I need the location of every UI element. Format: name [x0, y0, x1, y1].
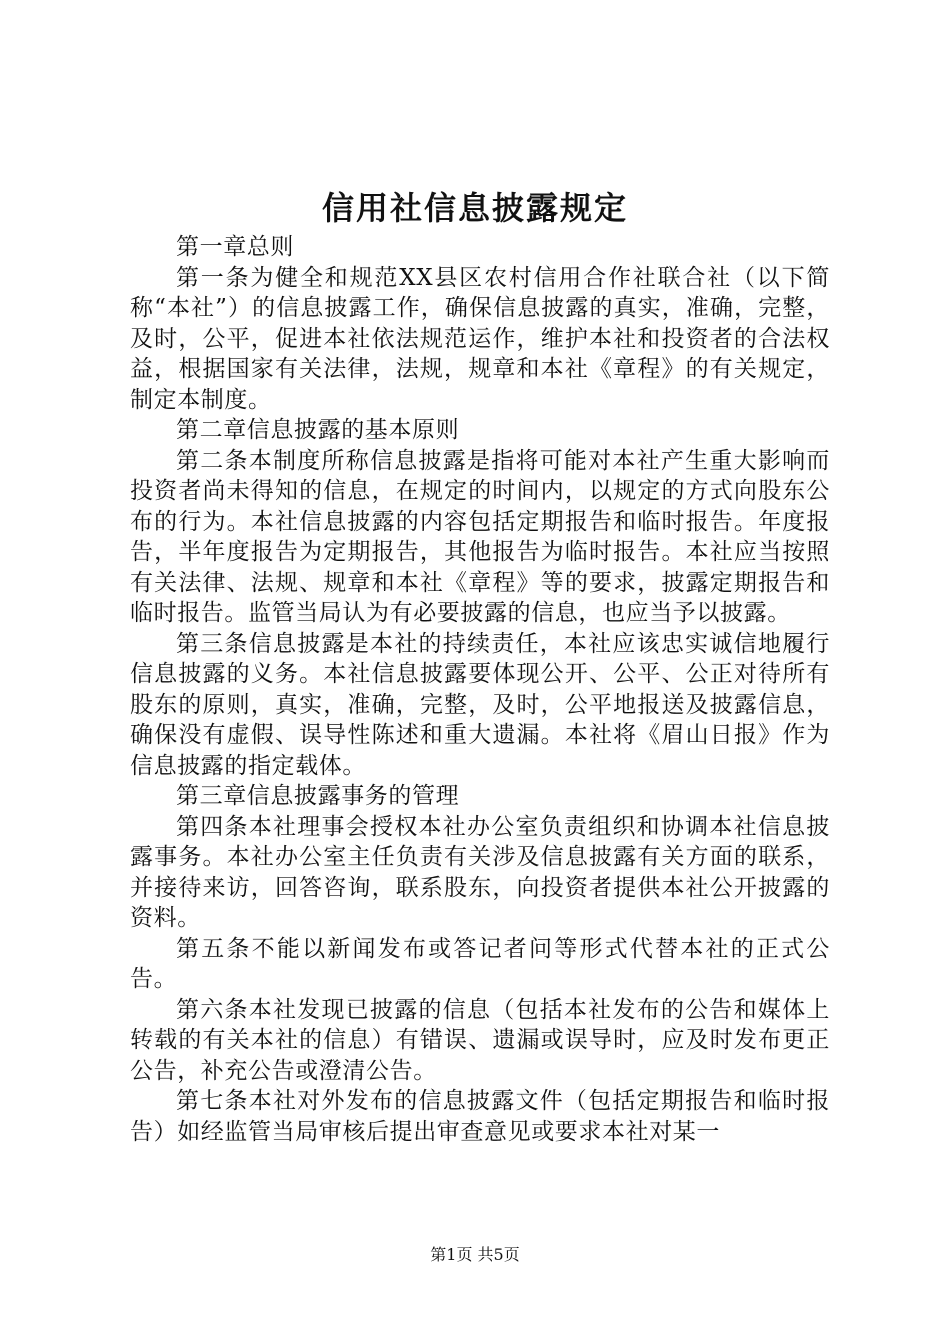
chapter-heading: 第一章总则: [176, 234, 294, 260]
article-paragraph: 第五条不能以新闻发布或答记者问等形式代替本社的正式公告。: [130, 935, 830, 992]
chapter-heading: 第二章信息披露的基本原则: [176, 417, 460, 443]
article-paragraph: 第六条本社发现已披露的信息（包括本社发布的公告和媒体上转载的有关本社的信息）有错误、遗漏或误导时，应及时发布更正公告，补充公告或澄清公告。: [130, 996, 830, 1084]
article-paragraph: 第四条本社理事会授权本社办公室负责组织和协调本社信息披露事务。本社办公室主任负责有关涉及信息披露有关方面的联系，并接待来访，回答咨询，联系股东，向投资者提供本社公开披露的资料。: [130, 813, 830, 931]
page-number-footer: 第1页 共5页: [430, 1245, 520, 1264]
article-paragraph: 第三条信息披露是本社的持续责任，本社应该忠实诚信地履行信息披露的义务。本社信息披露要体现公开、公平、公正对待所有股东的原则，真实，准确，完整，及时，公平地报送及披露信息，确保没有虚假、误导性陈述和重大遗漏。本社将《眉山日报》作为信息披露的指定载体。: [130, 630, 830, 779]
document-body: [130, 232, 830, 1147]
article-paragraph: 第一条为健全和规范XX县区农村信用合作社联合社（以下简称“本社”）的信息披露工作，确保信息披露的真实，准确，完整，及时，公平，促进本社依法规范运作，维护本社和投资者的合法权益，根据国家有关法律，法规，规章和本社《章程》的有关规定，制定本制度。: [130, 264, 830, 413]
document-title: 信用社信息披露规定: [321, 189, 628, 227]
chapter-heading: 第三章信息披露事务的管理: [176, 783, 460, 809]
article-paragraph: 第二条本制度所称信息披露是指将可能对本社产生重大影响而投资者尚未得知的信息，在规定的时间内，以规定的方式向股东公布的行为。本社信息披露的内容包括定期报告和临时报告。年度报告，半年度报告为定期报告，其他报告为临时报告。本社应当按照有关法律、法规、规章和本社《章程》等的要求，披露定期报告和临时报告。监管当局认为有必要披露的信息，也应当予以披露。: [130, 447, 830, 626]
article-paragraph: 第七条本社对外发布的信息披露文件（包括定期报告和临时报告）如经监管当局审核后提出审查意见或要求本社对某一: [130, 1088, 830, 1145]
